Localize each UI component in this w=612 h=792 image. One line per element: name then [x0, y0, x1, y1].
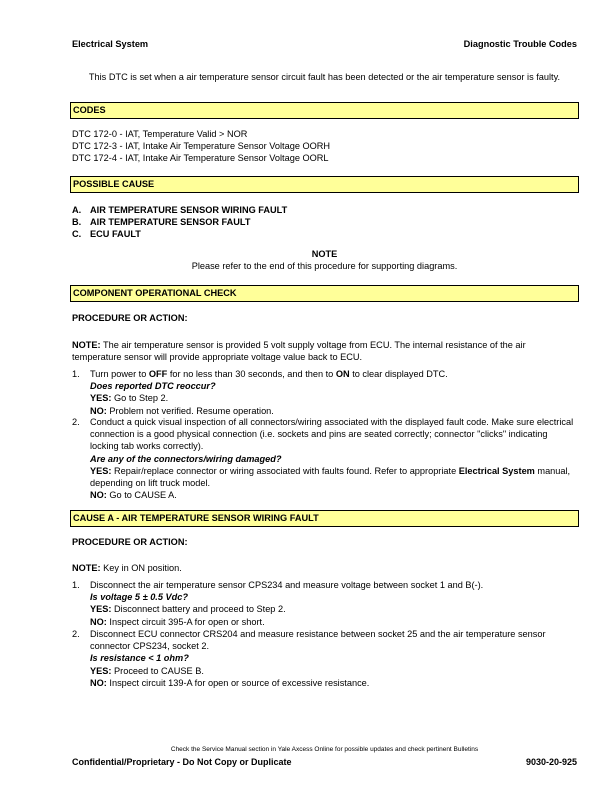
- code-item: DTC 172-3 - IAT, Intake Air Temperature Sensor Voltage OORH: [72, 141, 331, 152]
- header-chapter-title: Diagnostic Trouble Codes: [463, 39, 577, 49]
- step-question: Is voltage 5 ± 0.5 Vdc?: [90, 592, 188, 603]
- page-number: 9030-20-925: [525, 757, 577, 767]
- cause-a-procedure-label: PROCEDURE OR ACTION:: [72, 537, 188, 547]
- step-no: NO: Problem not verified. Resume operation.: [90, 405, 274, 416]
- step-number: 1.: [72, 580, 80, 590]
- header-section-title: Electrical System: [72, 39, 149, 49]
- cause-text: AIR TEMPERATURE SENSOR FAULT: [90, 217, 251, 228]
- note-text: The air temperature sensor is provided 5 volt supply voltage from ECU. The internal resistance of the air temperature sensor will provide appropriate voltage value back to ECU.: [72, 340, 526, 363]
- step-yes: YES: Proceed to CAUSE B.: [90, 665, 204, 676]
- note-text: Please refer to the end of this procedure for supporting diagrams.: [191, 261, 458, 272]
- step-no: NO: Inspect circuit 395-A for open or short.: [90, 616, 265, 627]
- component-procedure-label: PROCEDURE OR ACTION:: [72, 313, 188, 323]
- component-step-2: [72, 416, 577, 501]
- note-label: NOTE:: [72, 563, 101, 573]
- step-no: NO: Inspect circuit 139-A for open or source of excessive resistance.: [90, 677, 370, 688]
- cause-item: [72, 204, 287, 216]
- step-question: Is resistance < 1 ohm?: [90, 653, 189, 664]
- note-text: Key in ON position.: [103, 563, 182, 573]
- cause-letter: C.: [72, 229, 82, 240]
- note-block: [72, 248, 577, 272]
- note-title: NOTE: [311, 249, 338, 259]
- code-item: DTC 172-0 - IAT, Temperature Valid > NOR: [72, 129, 248, 139]
- cause-a-heading: CAUSE A - AIR TEMPERATURE SENSOR WIRING FAULT: [70, 510, 579, 527]
- step-number: 2.: [72, 629, 80, 639]
- cause-text: ECU FAULT: [90, 229, 141, 240]
- note-label: NOTE:: [72, 340, 101, 350]
- step-question: Are any of the connectors/wiring damaged?: [90, 453, 282, 464]
- cause-a-step-1: [72, 579, 577, 628]
- step-text: Disconnect the air temperature sensor CPS234 and measure voltage between socket 1 and B(-).: [90, 580, 484, 590]
- step-number: 2.: [72, 417, 80, 427]
- page-header: [72, 38, 577, 50]
- cause-item: [72, 228, 287, 240]
- cause-a-note: [72, 562, 577, 574]
- codes-heading: CODES: [70, 102, 579, 119]
- footer-confidential: Confidential/Proprietary - Do Not Copy or Duplicate: [72, 757, 292, 767]
- cause-letter: B.: [72, 217, 82, 228]
- step-text: Disconnect ECU connector CRS204 and measure resistance between socket 25 and the air temperature sensor connector CPS234, socket 2.: [90, 629, 546, 652]
- footer-notice: Check the Service Manual section in Yale Axcess Online for possible updates and check pertinent Bulletins: [170, 746, 479, 753]
- cause-a-step-2: [72, 628, 577, 689]
- cause-text: AIR TEMPERATURE SENSOR WIRING FAULT: [90, 205, 288, 215]
- code-item: DTC 172-4 - IAT, Intake Air Temperature Sensor Voltage OORL: [72, 153, 329, 164]
- page-footer: [72, 756, 577, 768]
- component-check-heading: COMPONENT OPERATIONAL CHECK: [70, 285, 579, 302]
- step-text: Conduct a quick visual inspection of all connectors/wiring associated with the displayed fault code. Make sure electrical connection is a good physical connection (i.e. sockets and pins are seated correctly; connector "clicks" indicating locking tab works correctly).: [90, 417, 574, 452]
- step-text: Turn power to OFF for no less than 30 seconds, and then to ON to clear displayed DTC.: [90, 369, 448, 379]
- codes-list: [72, 128, 577, 165]
- possible-cause-heading: POSSIBLE CAUSE: [70, 176, 579, 193]
- possible-cause-list: [72, 204, 287, 241]
- step-yes: YES: Repair/replace connector or wiring associated with faults found. Refer to appropriate Electrical System manual, depending on lift truck model.: [90, 465, 571, 489]
- step-yes: YES: Go to Step 2.: [90, 393, 169, 404]
- step-number: 1.: [72, 369, 80, 379]
- component-note: [72, 339, 577, 363]
- cause-letter: A.: [72, 205, 82, 215]
- step-yes: YES: Disconnect battery and proceed to Step 2.: [90, 604, 286, 615]
- step-question: Does reported DTC reoccur?: [90, 381, 216, 392]
- step-no: NO: Go to CAUSE A.: [90, 490, 177, 501]
- component-step-1: [72, 368, 577, 417]
- intro-text: This DTC is set when a air temperature sensor circuit fault has been detected or the air temperature sensor is faulty.: [88, 72, 561, 82]
- cause-item: [72, 216, 287, 228]
